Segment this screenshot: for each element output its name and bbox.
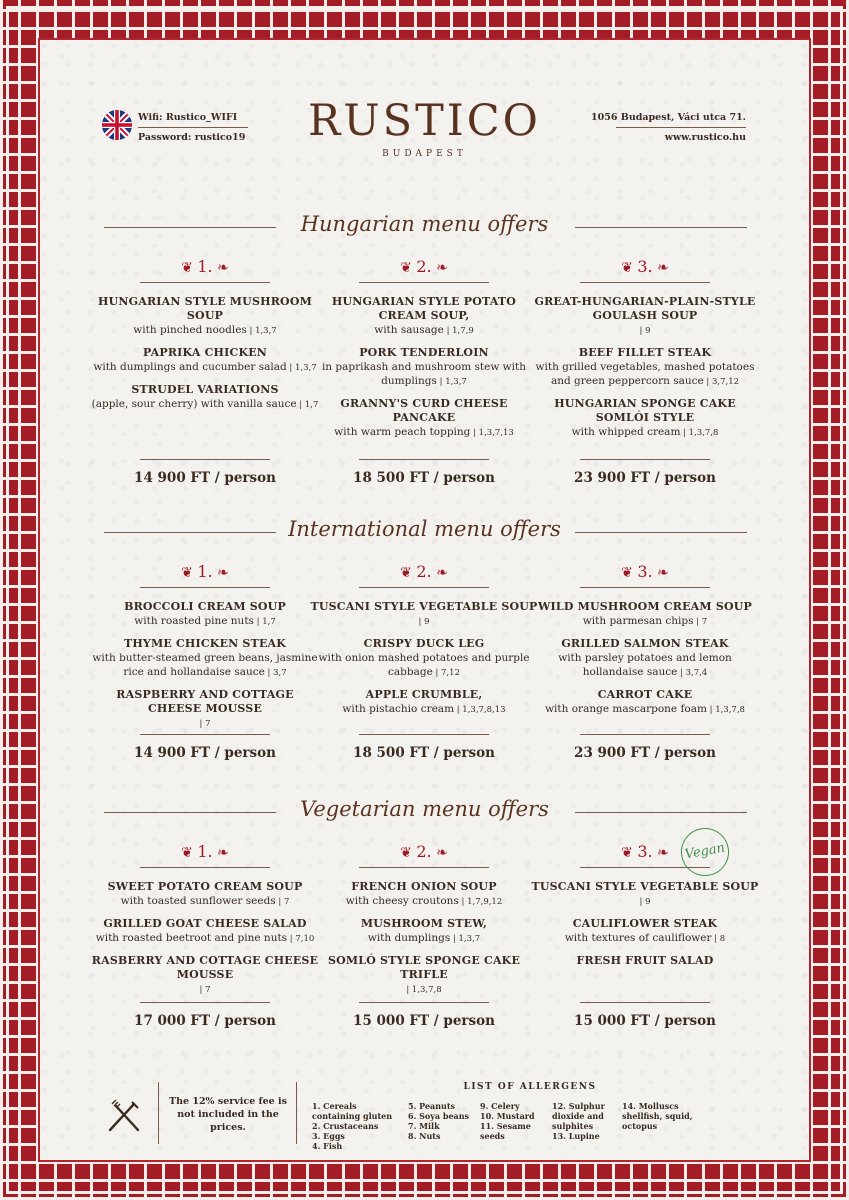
allergen-column <box>622 1101 702 1131</box>
allergen-item: 11. Sesame seeds <box>480 1121 531 1141</box>
menu-item <box>309 880 539 909</box>
website-link[interactable]: www.rustico.hu <box>664 132 746 143</box>
dish-name: TUSCANI STYLE VEGETABLE SOUP <box>310 600 538 613</box>
menu-item <box>309 688 539 717</box>
menu-item <box>309 637 539 680</box>
menu-number-label: 3. <box>637 842 653 861</box>
menu-item <box>90 383 320 412</box>
menu-number-label: 1. <box>197 562 213 581</box>
allergen-item: 6. Soya beans <box>408 1111 470 1121</box>
allergen-column <box>408 1101 478 1141</box>
allergen-item: 5. Peanuts <box>408 1101 456 1111</box>
brand-city: BUDAPEST <box>382 149 467 159</box>
menu-column <box>530 880 760 976</box>
bird-ornament-icon: ❦ <box>400 565 417 581</box>
menu-item <box>90 954 320 997</box>
menu-number-rule <box>140 282 270 283</box>
title-rule-right <box>575 812 747 813</box>
dish-desc-text: with orange mascarpone foam <box>545 703 707 715</box>
allergen-item: 2. Crustaceans <box>312 1121 379 1131</box>
allergen-codes: | 8 <box>711 934 726 944</box>
allergen-codes: | 1,3,7 <box>246 326 277 336</box>
address: 1056 Budapest, Váci utca 71. <box>591 112 746 123</box>
dish-name: BROCCOLI CREAM SOUP <box>124 600 286 613</box>
dish-description <box>90 931 320 946</box>
dish-description <box>530 360 760 389</box>
menu-item <box>90 346 320 375</box>
allergen-codes: | 1,3,7,8 <box>680 428 719 438</box>
menu-column <box>309 295 539 448</box>
menu-number <box>150 257 260 276</box>
allergen-codes: | 3,7,12 <box>703 377 740 387</box>
dish-name: GRILLED GOAT CHEESE SALAD <box>103 917 307 930</box>
menu-number-rule <box>140 867 270 868</box>
menu-item <box>309 917 539 946</box>
dish-desc-text: with grilled vegetables, mashed potatoes and green peppercorn sauce <box>535 361 755 387</box>
dish-description <box>309 425 539 440</box>
menu-number-label: 1. <box>197 257 213 276</box>
dish-description <box>90 894 320 909</box>
allergen-item: 10. Mustard <box>480 1111 535 1121</box>
price-rule <box>140 734 270 735</box>
menu-number <box>590 562 700 581</box>
dish-description <box>530 614 760 629</box>
dish-description <box>90 651 320 680</box>
menu-number-rule <box>359 867 489 868</box>
menu-item <box>530 295 760 338</box>
menu-number <box>369 562 479 581</box>
dish-name: PAPRIKA CHICKEN <box>142 346 268 359</box>
dish-description <box>530 894 760 909</box>
dish-description <box>309 894 539 909</box>
dish-name: SOMLÓ STYLE SPONGE CAKE TRIFLE <box>327 954 521 981</box>
menu-number-rule <box>580 282 710 283</box>
section-title: Vegetarian menu offers <box>300 797 549 821</box>
dish-name: STRUDEL VARIATIONS <box>131 383 279 396</box>
allergen-codes: | 1,7 <box>253 617 276 627</box>
menu-number <box>590 257 700 276</box>
price-rule <box>359 459 489 460</box>
menu-number <box>150 562 260 581</box>
menu-column <box>530 600 760 725</box>
allergen-codes: | 3,7,4 <box>677 668 708 678</box>
menu-number <box>150 842 260 861</box>
dish-description <box>309 360 539 389</box>
menu-item <box>530 397 760 440</box>
bird-ornament-icon: ❧ <box>431 845 448 861</box>
allergen-codes: | 1,3,7 <box>450 934 481 944</box>
dish-name: RASPBERRY AND COTTAGE CHEESE MOUSSE <box>116 688 294 715</box>
dish-desc-text: with toasted sunflower seeds <box>120 895 276 907</box>
dish-description <box>309 614 539 629</box>
dish-description <box>530 931 760 946</box>
dish-name: HUNGARIAN STYLE POTATO CREAM SOUP, <box>331 295 517 322</box>
menu-number-rule <box>359 282 489 283</box>
menu-price: 23 900 FT / person <box>574 745 716 761</box>
dish-name: GREAT-HUNGARIAN-PLAIN-STYLE GOULASH SOUP <box>534 295 756 322</box>
menu-number-label: 3. <box>637 257 653 276</box>
dish-desc-text: with dumplings <box>367 932 451 944</box>
dish-desc-text: with roasted pine nuts <box>134 615 254 627</box>
allergen-codes: | 9 <box>639 326 651 336</box>
menu-item <box>90 917 320 946</box>
allergen-codes: | 1,3,7,8 <box>406 985 442 995</box>
menu-number-label: 2. <box>416 562 432 581</box>
menu-price: 23 900 FT / person <box>574 470 716 486</box>
menu-number-rule <box>580 587 710 588</box>
dish-description <box>309 982 539 997</box>
menu-price: 14 900 FT / person <box>134 470 276 486</box>
allergen-codes: | 7 <box>693 617 708 627</box>
dish-name: CAULIFLOWER STEAK <box>572 917 718 930</box>
menu-column <box>309 880 539 1005</box>
bird-ornament-icon: ❧ <box>212 260 229 276</box>
dish-name: CRISPY DUCK LEG <box>363 637 485 650</box>
allergens-title: LIST OF ALLERGENS <box>463 1082 597 1092</box>
bird-ornament-icon: ❧ <box>652 845 669 861</box>
dish-desc-text: with pinched noodles <box>133 324 247 336</box>
dish-desc-text: (apple, sour cherry) with vanilla sauce <box>91 398 297 410</box>
allergen-item: 7. Milk <box>408 1121 440 1131</box>
allergen-column <box>480 1101 550 1141</box>
dish-name: BEEF FILLET STEAK <box>578 346 712 359</box>
dish-description <box>530 702 760 717</box>
address-info <box>591 109 746 146</box>
allergen-codes: | 1,7,9 <box>443 326 474 336</box>
bird-ornament-icon: ❧ <box>431 260 448 276</box>
dish-desc-text: with parsley potatoes and lemon hollandaise sauce <box>558 652 732 678</box>
price-rule <box>359 734 489 735</box>
wifi-password: Password: rustico19 <box>138 132 246 143</box>
price-rule <box>359 1002 489 1003</box>
price-rule <box>140 1002 270 1003</box>
allergen-codes: | 1,3,7 <box>286 363 317 373</box>
allergen-codes: | 7 <box>275 897 290 907</box>
title-rule-left <box>104 532 276 533</box>
menu-item <box>309 600 539 629</box>
bird-ornament-icon: ❧ <box>652 260 669 276</box>
allergen-codes: | 9 <box>418 617 430 627</box>
menu-number <box>369 842 479 861</box>
dish-desc-text: with roasted beetroot and pine nuts <box>95 932 288 944</box>
allergen-item: 4. Fish <box>312 1141 343 1151</box>
dish-description <box>90 982 320 997</box>
dish-desc-text: with whipped cream <box>571 426 681 438</box>
dish-desc-text: with cheesy croutons <box>345 895 459 907</box>
menu-column <box>90 295 320 420</box>
dish-desc-text: with sausage <box>374 324 444 336</box>
allergen-item: 8. Nuts <box>408 1131 441 1141</box>
dish-description <box>309 323 539 338</box>
bird-ornament-icon: ❧ <box>212 565 229 581</box>
menu-price: 18 500 FT / person <box>353 470 495 486</box>
brand-name: RUSTICO <box>308 96 541 146</box>
bird-ornament-icon: ❦ <box>181 845 198 861</box>
dish-name: MUSHROOM STEW, <box>360 917 488 930</box>
menu-item <box>530 954 760 968</box>
menu-number-label: 2. <box>416 257 432 276</box>
title-rule-right <box>575 532 747 533</box>
title-rule-left <box>104 227 276 228</box>
service-fee-note: The 12% service fee is not included in the prices. <box>169 1096 287 1133</box>
title-rule-left <box>104 812 276 813</box>
menu-item <box>530 688 760 717</box>
dish-name: FRESH FRUIT SALAD <box>576 954 714 967</box>
menu-number-rule <box>359 587 489 588</box>
wifi-name: Wifi: Rustico_WIFI <box>138 112 238 123</box>
menu-number-rule <box>140 587 270 588</box>
menu-column <box>90 600 320 739</box>
allergen-codes: | 7 <box>199 985 211 995</box>
dish-description <box>90 397 320 412</box>
bird-ornament-icon: ❦ <box>400 845 417 861</box>
menu-item <box>530 600 760 629</box>
allergen-codes: | 1,3,7,13 <box>470 428 514 438</box>
allergen-codes: | 7,12 <box>432 668 460 678</box>
menu-price: 18 500 FT / person <box>353 745 495 761</box>
allergen-column <box>552 1101 620 1141</box>
section-title: International menu offers <box>288 517 561 541</box>
allergen-item: 3. Eggs <box>312 1131 345 1141</box>
allergen-codes: | 7 <box>199 719 211 729</box>
dish-desc-text: with textures of cauliflower <box>564 932 712 944</box>
dish-desc-text: with parmesan chips <box>582 615 694 627</box>
dish-name: CARROT CAKE <box>597 688 693 701</box>
menu-item <box>309 346 539 389</box>
bird-ornament-icon: ❦ <box>181 260 198 276</box>
price-rule <box>140 459 270 460</box>
dish-name: HUNGARIAN STYLE MUSHROOM SOUP <box>98 295 312 322</box>
allergen-codes: | 1,3,7,8,13 <box>454 705 506 715</box>
menu-number-label: 1. <box>197 842 213 861</box>
menu-item <box>90 637 320 680</box>
bird-ornament-icon: ❦ <box>621 260 638 276</box>
dish-desc-text: with butter-steamed green beans, jasmine rice and hollandaise sauce <box>92 652 318 678</box>
menu-item <box>90 600 320 629</box>
menu-item <box>90 880 320 909</box>
dish-description <box>309 651 539 680</box>
menu-column <box>90 880 320 1005</box>
dish-name: PORK TENDERLOIN <box>359 346 489 359</box>
dish-description <box>530 651 760 680</box>
dish-desc-text: with onion mashed potatoes and purple cabbage <box>318 652 530 678</box>
menu-item <box>309 295 539 338</box>
bird-ornament-icon: ❦ <box>621 565 638 581</box>
allergen-column <box>312 1101 406 1151</box>
dish-name: GRANNY'S CURD CHEESE PANCAKE <box>340 397 508 424</box>
price-rule <box>580 734 710 735</box>
footer-divider <box>296 1082 297 1144</box>
bird-ornament-icon: ❧ <box>652 565 669 581</box>
dish-description <box>309 702 539 717</box>
bird-ornament-icon: ❧ <box>431 565 448 581</box>
menu-item <box>530 917 760 946</box>
bird-ornament-icon: ❧ <box>212 845 229 861</box>
allergen-item: 14. Molluscs shellfish, squid, octopus <box>622 1101 693 1131</box>
dish-description <box>90 360 320 375</box>
title-rule-right <box>575 227 747 228</box>
menu-item <box>530 637 760 680</box>
allergen-item: 9. Celery <box>480 1101 520 1111</box>
menu-item <box>90 688 320 731</box>
footer-divider <box>158 1082 159 1144</box>
menu-column <box>530 295 760 448</box>
bird-ornament-icon: ❦ <box>181 565 198 581</box>
dish-description <box>309 931 539 946</box>
allergen-codes: | 3,7 <box>264 668 287 678</box>
dish-name: THYME CHICKEN STEAK <box>123 637 287 650</box>
dish-description <box>530 323 760 338</box>
section-title: Hungarian menu offers <box>300 212 549 236</box>
menu-price: 15 000 FT / person <box>353 1013 495 1029</box>
dish-name: TUSCANI STYLE VEGETABLE SOUP <box>531 880 759 893</box>
dish-name: APPLE CRUMBLE, <box>365 688 483 701</box>
dish-description <box>530 425 760 440</box>
menu-price: 17 000 FT / person <box>134 1013 276 1029</box>
dish-description <box>90 323 320 338</box>
allergen-item: 1. Cereals containing gluten <box>312 1101 393 1121</box>
allergen-item: 13. Lupine <box>552 1131 600 1141</box>
dish-name: HUNGARIAN SPONGE CAKE SOMLÓI STYLE <box>554 397 736 424</box>
allergen-codes: | 7,10 <box>287 934 315 944</box>
allergen-codes: | 1,3,7 <box>436 377 467 387</box>
allergen-codes: | 1,7 <box>296 400 319 410</box>
dish-name: RASBERRY AND COTTAGE CHEESE MOUSSE <box>91 954 319 981</box>
menu-item <box>530 880 760 909</box>
dish-desc-text: with dumplings and cucumber salad <box>93 361 287 373</box>
menu-number <box>369 257 479 276</box>
bird-ornament-icon: ❦ <box>400 260 417 276</box>
menu-item <box>309 954 539 997</box>
dish-desc-text: with pistachio cream <box>342 703 455 715</box>
menu-item <box>90 295 320 338</box>
dish-desc-text: with warm peach topping <box>334 426 471 438</box>
cutlery-icon <box>104 1096 144 1136</box>
menu-price: 14 900 FT / person <box>134 745 276 761</box>
bird-ornament-icon: ❦ <box>621 845 638 861</box>
dish-description <box>90 716 320 731</box>
menu-price: 15 000 FT / person <box>574 1013 716 1029</box>
dish-name: GRILLED SALMON STEAK <box>561 637 729 650</box>
dish-description <box>90 614 320 629</box>
menu-item <box>530 346 760 389</box>
dish-name: SWEET POTATO CREAM SOUP <box>107 880 303 893</box>
price-rule <box>580 459 710 460</box>
allergen-codes: | 9 <box>639 897 651 907</box>
menu-item <box>309 397 539 440</box>
dish-name: WILD MUSHROOM CREAM SOUP <box>537 600 753 613</box>
menu-number-label: 2. <box>416 842 432 861</box>
dish-desc-text: in paprikash and mushroom stew with dumplings <box>321 361 527 387</box>
dish-name: FRENCH ONION SOUP <box>351 880 497 893</box>
allergen-item: 12. Sulphur dioxide and sulphites <box>552 1101 605 1131</box>
menu-number-label: 3. <box>637 562 653 581</box>
price-rule <box>580 1002 710 1003</box>
vegan-badge-icon: Vegan <box>677 824 733 880</box>
allergen-codes: | 1,7,9,12 <box>458 897 503 907</box>
allergen-codes: | 1,3,7,8 <box>706 705 745 715</box>
menu-column <box>309 600 539 725</box>
